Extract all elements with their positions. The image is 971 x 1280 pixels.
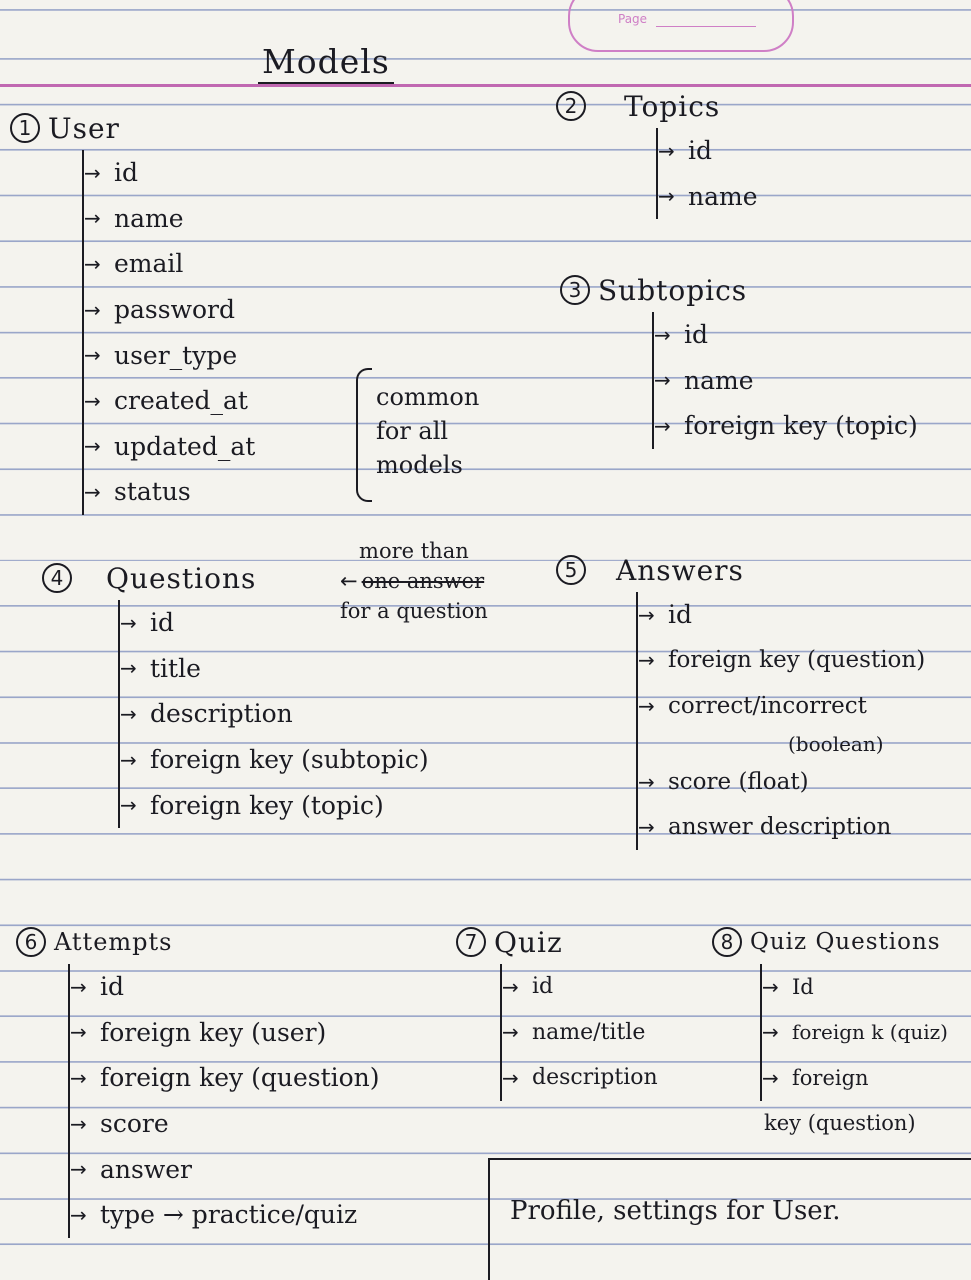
field-list — [760, 964, 948, 1101]
arrow-icon: → — [120, 793, 137, 818]
model-name: Subtopics — [598, 273, 748, 307]
arrow-icon: → — [658, 184, 675, 209]
field-item: → email — [84, 249, 184, 279]
arrow-icon: → — [84, 343, 101, 368]
model-name: Quiz — [494, 925, 563, 959]
arrow-icon: → — [502, 974, 519, 999]
arrow-icon: → — [654, 322, 671, 347]
model-number: 7 — [456, 927, 486, 957]
model-subtopics — [560, 268, 918, 449]
arrow-icon: → — [638, 602, 655, 627]
field-item: → foreign — [762, 1065, 869, 1090]
arrow-icon: → — [70, 974, 87, 999]
field-item: → id — [502, 974, 554, 1000]
field-item: → Id — [762, 974, 814, 999]
box-top-line — [488, 1158, 971, 1160]
model-quiz — [456, 920, 658, 1101]
arrow-icon: → — [638, 769, 655, 794]
model-number: 6 — [16, 927, 46, 957]
model-topics — [556, 84, 758, 219]
arrow-icon: → — [762, 974, 779, 999]
field-item: → name/title — [502, 1019, 646, 1045]
field-item: → id — [638, 600, 692, 630]
model-name: Quiz Questions — [750, 929, 941, 955]
field-list — [118, 600, 429, 828]
arrow-icon: → — [762, 1065, 779, 1090]
arrow-left-icon: ← — [340, 569, 358, 593]
field-list — [82, 150, 255, 515]
model-number: 5 — [556, 555, 586, 585]
model-quiz-questions — [712, 920, 948, 1146]
field-item: (boolean) — [788, 731, 884, 756]
arrow-icon: → — [502, 1065, 519, 1090]
field-item: → user_type — [84, 340, 238, 370]
arrow-icon: → — [84, 297, 101, 322]
page-line — [656, 26, 756, 27]
arrow-icon: → — [84, 434, 101, 459]
page-label: Page — [618, 12, 648, 26]
arrow-icon: → — [70, 1065, 87, 1090]
model-name: Topics — [624, 89, 721, 123]
arrow-icon: → — [84, 388, 101, 413]
arrow-icon: → — [120, 656, 137, 681]
field-list — [500, 964, 658, 1101]
field-list — [656, 128, 758, 219]
field-item: → foreign key (question) — [70, 1063, 380, 1093]
arrow-icon: → — [70, 1111, 87, 1136]
field-item: → status — [84, 477, 191, 507]
model-number: 1 — [10, 113, 40, 143]
field-item: → description — [502, 1065, 658, 1091]
arrow-icon: → — [70, 1202, 87, 1227]
arrow-icon: → — [502, 1020, 519, 1045]
arrow-icon: → — [84, 206, 101, 231]
field-item: → id — [70, 972, 124, 1002]
model-name: Answers — [616, 553, 744, 587]
field-item: → created_at — [84, 386, 248, 416]
field-item: → foreign key (topic) — [120, 790, 384, 820]
field-item: → id — [84, 158, 138, 188]
arrow-icon: → — [120, 610, 137, 635]
field-item: → answer description — [638, 814, 892, 841]
arrow-icon: → — [120, 747, 137, 772]
arrow-icon: → — [84, 160, 101, 185]
field-item: → foreign key (user) — [70, 1017, 327, 1047]
field-item: → updated_at — [84, 431, 256, 461]
field-item: → id — [120, 608, 174, 638]
arrow-icon: → — [638, 693, 655, 718]
profile-note: Profile, settings for User. — [510, 1196, 841, 1226]
field-item: → foreign key (topic) — [654, 411, 918, 441]
model-attempts — [16, 920, 380, 1238]
field-item: → description — [120, 699, 293, 729]
margin-line — [0, 84, 971, 87]
model-name: User — [48, 111, 120, 145]
brace — [356, 368, 372, 502]
arrow-icon: → — [70, 1157, 87, 1182]
field-item: → correct/incorrect — [638, 692, 867, 719]
field-item-continued: key (question) — [764, 1110, 916, 1135]
arrow-icon: → — [762, 1020, 779, 1045]
page-stamp — [568, 0, 794, 52]
field-item: → name — [654, 365, 754, 395]
model-name: Attempts — [54, 928, 173, 956]
model-number: 4 — [42, 563, 72, 593]
arrow-icon: → — [658, 138, 675, 163]
field-item: → answer — [70, 1154, 192, 1184]
model-user — [10, 106, 255, 515]
model-number: 8 — [712, 927, 742, 957]
field-item: → foreign key (subtopic) — [120, 745, 429, 775]
field-list — [652, 312, 918, 449]
model-name: Questions — [106, 561, 257, 595]
arrow-icon: → — [654, 413, 671, 438]
model-number: 2 — [556, 91, 586, 121]
arrow-icon: → — [654, 368, 671, 393]
relation-note: more than ← one answer for a question — [340, 539, 488, 623]
arrow-icon: → — [638, 815, 655, 840]
common-note: common for all models — [376, 383, 480, 479]
field-item: → id — [654, 320, 708, 350]
field-item: → foreign key (question) — [638, 647, 926, 674]
model-answers — [556, 548, 925, 850]
arrow-icon: → — [70, 1020, 87, 1045]
field-item: → name — [658, 181, 758, 211]
field-item: → score (float) — [638, 768, 809, 795]
arrow-icon: → — [84, 251, 101, 276]
arrow-icon: → — [84, 479, 101, 504]
field-list — [636, 592, 925, 850]
field-item: → id — [658, 136, 712, 166]
field-item: → name — [84, 203, 184, 233]
field-item: → score — [70, 1109, 169, 1139]
page-title: Models — [258, 42, 394, 84]
arrow-icon: → — [638, 648, 655, 673]
field-item: → title — [120, 653, 201, 683]
field-list — [68, 964, 380, 1238]
field-item: → password — [84, 295, 235, 325]
arrow-icon: → — [120, 701, 137, 726]
model-number: 3 — [560, 275, 590, 305]
field-item: → foreign k (quiz) — [762, 1020, 948, 1045]
box-left-line — [488, 1158, 490, 1280]
field-item: → type → practice/quiz — [70, 1200, 358, 1230]
